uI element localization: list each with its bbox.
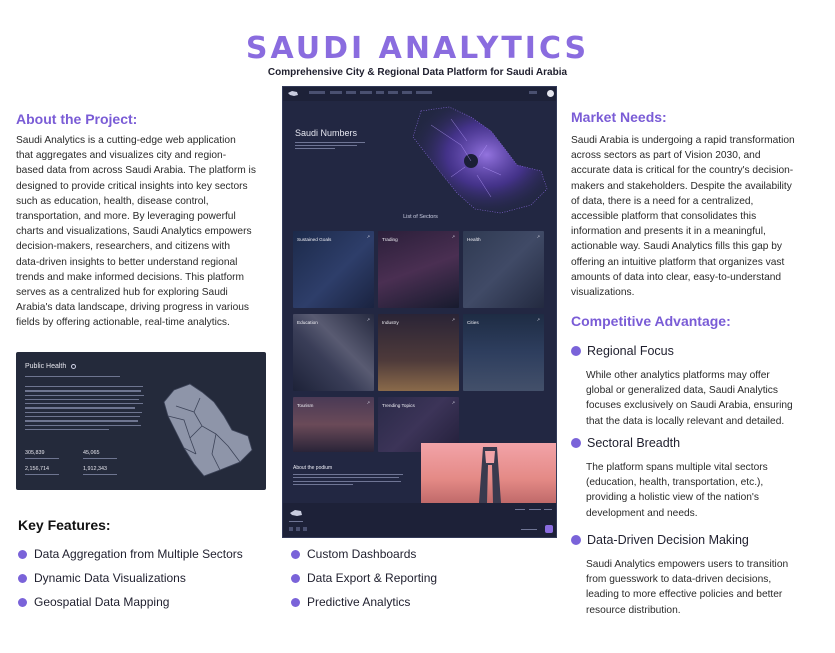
advantage-line: While other analytics platforms may offer: [586, 370, 770, 381]
feature-item: [291, 547, 416, 561]
footer-link[interactable]: [544, 509, 552, 510]
footer-logo-icon: [289, 509, 303, 517]
bullet-icon: [571, 346, 581, 356]
feature-item: [18, 595, 169, 609]
app-footer: [283, 503, 557, 538]
about-line: such as education, health, disease control,: [16, 195, 209, 207]
stat-label: [25, 474, 59, 475]
social-icon[interactable]: [296, 527, 300, 531]
public-health-subtitle-lines: [25, 376, 145, 380]
market-line: offering an intuitive platform that organizes vast: [571, 256, 785, 268]
about-line: Saudi Analytics is a cutting-edge web application: [16, 135, 236, 146]
sector-tile-label: Education: [297, 320, 318, 325]
sector-tile-label: Industry: [382, 320, 399, 325]
about-line: data-driven insights to better understand regional: [16, 256, 238, 268]
stat-value: 1,912,343: [83, 466, 107, 472]
stat-value: 2,156,714: [25, 466, 49, 472]
advantage-line: (education, health, transportation, etc.),: [586, 477, 764, 489]
footer-text: [289, 521, 303, 522]
advantage-heading: [571, 436, 680, 450]
stat-value: 305,839: [25, 450, 45, 456]
feature-item: [291, 571, 437, 585]
sector-tile-label: Cities: [467, 320, 479, 325]
arrow-icon: ↗: [536, 234, 540, 239]
feature-label: Predictive Analytics: [307, 595, 411, 609]
nav-item[interactable]: [330, 91, 342, 94]
bullet-icon: [18, 598, 27, 607]
advantage-line: leading to more effective policies and better: [586, 589, 783, 601]
market-line: accurate data is critical for the country's decision-: [571, 165, 794, 177]
language-button[interactable]: [529, 91, 537, 94]
arrow-icon: ↗: [451, 400, 455, 405]
nav-item[interactable]: [309, 91, 325, 94]
advantage-line: that the data is locally relevant and detailed.: [586, 415, 785, 427]
podium-description: [293, 474, 403, 488]
market-line: makers and stakeholders. Despite the availability: [571, 180, 792, 192]
advantage-heading-text: Regional Focus: [587, 344, 674, 358]
sector-tile-label: Trading: [382, 237, 398, 242]
advantage-line: global or generalized data, Saudi Analytics: [586, 385, 778, 397]
feature-label: Data Aggregation from Multiple Sectors: [34, 547, 243, 561]
about-paragraph: [16, 133, 276, 331]
app-navbar: [283, 87, 557, 101]
advantage-line: The platform spans multiple vital sectors: [586, 462, 768, 473]
key-features-title: Key Features:: [18, 517, 111, 533]
arrow-icon: ↗: [451, 234, 455, 239]
advantage-line: providing a holistic view of the nation's: [586, 492, 759, 504]
advantage-line: focuses exclusively on Saudi Arabia, ensuring: [586, 400, 793, 412]
chat-button[interactable]: [545, 525, 553, 533]
kingdom-tower-image: [421, 443, 557, 503]
about-podium-section: [283, 457, 557, 503]
sector-tile-label: Sustained Goals: [297, 237, 332, 242]
advantage-heading: [571, 344, 674, 358]
logo-icon: [287, 90, 299, 97]
bullet-icon: [291, 550, 300, 559]
saudi-map-icon: [154, 376, 258, 480]
about-line: serves as a centralized hub for exploring Saudi: [16, 287, 228, 299]
feature-label: Dynamic Data Visualizations: [34, 571, 186, 585]
advantage-description: [586, 557, 834, 618]
bullet-icon: [18, 550, 27, 559]
feature-item: [18, 547, 243, 561]
arrow-icon: ↗: [366, 317, 370, 322]
arrow-icon: ↗: [366, 234, 370, 239]
sector-tile-trading[interactable]: [378, 231, 459, 308]
social-icon[interactable]: [289, 527, 293, 531]
advantage-heading-text: Sectoral Breadth: [587, 436, 681, 450]
app-screenshot: [282, 86, 557, 538]
feature-item: [291, 595, 410, 609]
hero-description: [295, 142, 365, 149]
advantage-line: development and needs.: [586, 507, 698, 519]
sector-tile-cities[interactable]: [463, 314, 544, 391]
stat-label: [83, 458, 117, 459]
market-line: Saudi Arabia is undergoing a rapid transformation: [571, 135, 795, 146]
feature-label: Custom Dashboards: [307, 547, 417, 561]
nav-item[interactable]: [402, 91, 412, 94]
market-line: visualizations.: [571, 287, 635, 299]
bullet-icon: [18, 574, 27, 583]
info-icon: [71, 364, 76, 369]
public-health-title: [25, 363, 76, 370]
arrow-icon: ↗: [451, 317, 455, 322]
bullet-icon: [571, 535, 581, 545]
nav-item[interactable]: [360, 91, 372, 94]
about-title: About the Project:: [16, 111, 138, 127]
tower-graphic: [421, 443, 557, 503]
sector-tile-education[interactable]: [293, 314, 374, 391]
stat-value: 45,065: [83, 450, 100, 456]
about-line: charts and visualizations, Saudi Analytics empowers: [16, 226, 252, 238]
about-line: trends and make informed decisions. This platform: [16, 271, 245, 283]
about-line: transportation, and more. By leveraging powerful: [16, 211, 236, 223]
about-line: Arabia's data landscape, driving progress in various: [16, 302, 249, 314]
page-title: SAUDI ANALYTICS: [245, 31, 590, 66]
arrow-icon: ↗: [366, 400, 370, 405]
footer-copyright: [521, 529, 537, 530]
sector-tile-label: Tourism: [297, 403, 314, 408]
market-line: across sectors as part of Vision 2030, and: [571, 150, 761, 162]
market-needs-paragraph: [571, 133, 833, 300]
competitive-advantage-title: Competitive Advantage:: [571, 313, 731, 329]
about-line: that aggregates and visualizes city and region-: [16, 150, 227, 162]
sector-tile-tourism[interactable]: [293, 397, 374, 452]
about-line: designed to provide critical insights into key sectors: [16, 180, 248, 192]
public-health-title-text: Public Health: [25, 363, 67, 370]
feature-item: [18, 571, 186, 585]
about-line: based data from across Saudi Arabia. The platform is: [16, 165, 256, 177]
advantage-line: from guesswork to data-driven decisions,: [586, 574, 772, 586]
market-line: information and presents it in a meaningful,: [571, 226, 766, 238]
market-needs-title: Market Needs:: [571, 109, 667, 125]
advantage-description: [586, 460, 834, 521]
advantage-line: resource distribution.: [586, 604, 681, 616]
sector-tile-label: Health: [467, 237, 481, 242]
advantage-heading-text: Data-Driven Decision Making: [587, 533, 749, 547]
nav-item[interactable]: [346, 91, 356, 94]
stat-label: [25, 458, 59, 459]
advantage-heading: [571, 533, 749, 547]
podium-title: About the podium: [293, 465, 333, 471]
bullet-icon: [291, 574, 300, 583]
sector-tile-sustained-goals[interactable]: [293, 231, 374, 308]
footer-link[interactable]: [529, 509, 541, 510]
nav-item[interactable]: [376, 91, 384, 94]
avatar[interactable]: [547, 90, 554, 97]
public-health-description: [25, 386, 145, 433]
advantage-line: Saudi Analytics empowers users to transition: [586, 559, 789, 570]
about-line: decision-makers, researchers, and citizens with: [16, 241, 231, 253]
bullet-icon: [291, 598, 300, 607]
sector-tile-health[interactable]: [463, 231, 544, 308]
public-health-card: [16, 352, 266, 490]
stat-label: [83, 474, 117, 475]
market-line: of data, there is a need for a centralized,: [571, 195, 754, 207]
advantage-description: [586, 368, 834, 429]
market-line: actionable way. Saudi Analytics fills this gap by: [571, 241, 783, 253]
social-icon[interactable]: [303, 527, 307, 531]
sector-tile-label: Trending Topics: [382, 403, 415, 408]
sector-tile-industry[interactable]: [378, 314, 459, 391]
market-line: amounts of data into clear, easy-to-understand: [571, 271, 782, 283]
sectors-title: List of Sectors: [403, 214, 438, 220]
nav-item[interactable]: [388, 91, 398, 94]
arrow-icon: ↗: [536, 317, 540, 322]
hero-map-graphic: [391, 105, 551, 217]
feature-label: Data Export & Reporting: [307, 571, 438, 585]
about-line: fields by offering actionable, real-time analytics.: [16, 317, 230, 329]
footer-link[interactable]: [515, 509, 525, 510]
page-subtitle: Comprehensive City & Regional Data Platform for Saudi Arabia: [267, 67, 568, 78]
feature-label: Geospatial Data Mapping: [34, 595, 170, 609]
hero-title: Saudi Numbers: [295, 128, 358, 138]
market-line: accessible platform that consolidates this: [571, 211, 757, 223]
bullet-icon: [571, 438, 581, 448]
nav-item[interactable]: [416, 91, 432, 94]
